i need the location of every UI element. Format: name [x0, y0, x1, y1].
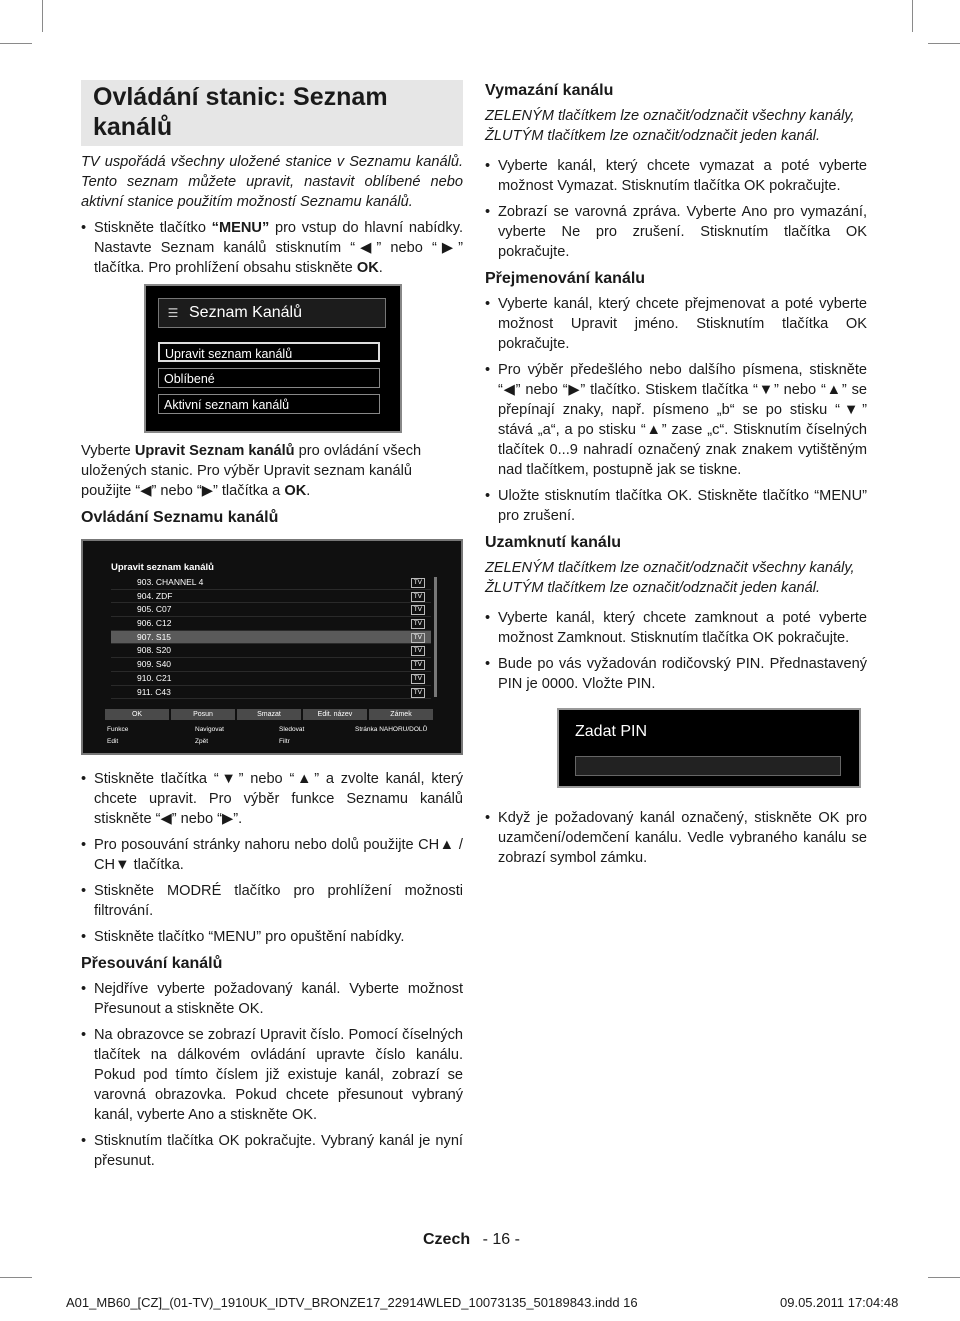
tv-badge: TV	[411, 592, 425, 602]
channel-list-menu-screenshot	[144, 284, 402, 433]
bullet-list	[485, 156, 867, 262]
tv-badge: TV	[411, 633, 425, 643]
tv-badge: TV	[411, 688, 425, 698]
channel-name: 904. ZDF	[137, 590, 173, 601]
channel-name: 911. C43	[137, 686, 171, 697]
list-item: • Na obrazovce se zobrazí Upravit číslo. Pomocí číselných tlačítek na dálkovém ovládání upravte číslo kanálu. Pokud pod tímto číslem již existuje kanál, zobrazí se varovná obrazovka. Pokud chcete přesunout vybraný kanál, vyberte Ano a stiskněte OK.	[81, 1025, 463, 1125]
table-row	[111, 644, 431, 658]
bullet-list	[81, 979, 463, 1171]
legend-left: Funkce Edit	[107, 726, 129, 745]
page-number: - 16 -	[482, 1231, 520, 1248]
legend-right: Stránka NAHORU/DOLŮ	[355, 726, 428, 733]
tv-badge: TV	[411, 646, 425, 656]
list-item: • Bude po vás vyžadován rodičovský PIN. Přednastavený PIN je 0000. Vložte PIN.	[485, 654, 867, 694]
list-item: • Pro výběr předešlého nebo dalšího písmena, stiskněte “◀” nebo “▶” tlačítko. Stiskem tlačítka “▼” nebo “▲” se přepínají znaky, např. písmeno „b“ se po stisku “▼” stává „a“, a po stisku “▲” zase „c“. Stisknutím číselných tlačítek 0...9 nahradí označený znak znakem vytištěným nad tlačítkem, postupně jak se tiskne.	[485, 360, 867, 480]
menu-item-active-list: Aktivní seznam kanálů	[158, 394, 380, 414]
bullet-list	[485, 808, 867, 868]
page-footer	[423, 1231, 520, 1249]
page-title: Ovládání stanic: Seznam kanálů	[81, 80, 463, 146]
list-item: • Stiskněte tlačítko “MENU” pro vstup do hlavní nabídky. Nastavte Seznam kanálů stisknutím “◀” nebo “▶” tlačítka. Pro prohlížení obsahu stiskněte OK.	[81, 218, 463, 278]
file-name: A01_MB60_[CZ]_(01-TV)_1910UK_IDTV_BRONZE17_22914WLED_10073135_50189843.indd 16	[66, 1295, 638, 1310]
tv-badge: TV	[411, 605, 425, 615]
list-item: • Stiskněte tlačítko “MENU” pro opuštění nabídky.	[81, 927, 463, 947]
table-row	[111, 576, 431, 590]
table-row	[111, 686, 431, 700]
section-heading: Přejmenování kanálu	[485, 270, 646, 287]
list-item: • Stisknutím tlačítka OK pokračujte. Vybraný kanál je nyní přesunut.	[81, 1131, 463, 1171]
list-item: • Stiskněte MODRÉ tlačítko pro prohlížení možnosti filtrování.	[81, 881, 463, 921]
crop-mark	[42, 0, 43, 32]
tv-badge: TV	[411, 578, 425, 588]
crop-mark	[928, 43, 960, 44]
delete-button: Smazat	[237, 709, 301, 720]
section-heading: Uzamknutí kanálu	[485, 534, 622, 551]
move-button: Posun	[171, 709, 235, 720]
crop-mark	[0, 43, 32, 44]
ok-button: OK	[105, 709, 169, 720]
menu-header-title: Seznam Kanálů	[189, 304, 302, 321]
pin-entry-screenshot	[557, 708, 861, 788]
bullet-list	[81, 769, 463, 947]
list-item: • Stiskněte tlačítka “▼” nebo “▲” a zvolte kanál, který chcete upravit. Pro výběr funkce Seznamu kanálů stiskněte “◀” nebo “▶”.	[81, 769, 463, 829]
list-icon: ☰	[167, 306, 179, 320]
crop-mark	[928, 1277, 960, 1278]
pin-title: Zadat PIN	[575, 723, 648, 740]
list-item: • Pro posouvání stránky nahoru nebo dolů použijte CH▲ / CH▼ tlačítka.	[81, 835, 463, 875]
section-intro: ZELENÝM tlačítkem lze označit/odznačit všechny kanály, ŽLUTÝM tlačítkem lze označit/odznačit jeden kanál.	[485, 560, 855, 596]
bullet-list	[485, 608, 867, 694]
tv-badge: TV	[411, 619, 425, 629]
scrollbar	[434, 577, 437, 697]
menu-header	[158, 298, 386, 328]
table-row	[111, 672, 431, 686]
edit-name-button: Edit. název	[303, 709, 367, 720]
legend-mid: Navigovat Zpět	[195, 726, 224, 745]
paragraph: Vyberte Upravit Seznam kanálů pro ovládání všech uložených stanic. Pro výběr Upravit seznam kanálů použijte “◀” nebo “▶” tlačítka a OK.	[81, 443, 422, 499]
screen-title: Upravit seznam kanálů	[111, 562, 214, 573]
channel-name: 905. C07	[137, 604, 172, 615]
channel-name: 909. S40	[137, 659, 172, 670]
pin-field	[575, 756, 841, 776]
channel-name: 903. CHANNEL 4	[137, 577, 204, 587]
legend-mid2: Sledovat Filtr	[279, 726, 305, 745]
table-row	[111, 603, 431, 617]
tv-badge: TV	[411, 674, 425, 684]
right-column	[485, 76, 867, 874]
left-column	[81, 80, 463, 1177]
list-item: • Vyberte kanál, který chcete zamknout a poté vyberte možnost Zamknout. Stisknutím tlačítka OK pokračujte.	[485, 608, 867, 648]
list-item: • Vyberte kanál, který chcete vymazat a poté vyberte možnost Vymazat. Stisknutím tlačítka OK pokračujte.	[485, 156, 867, 196]
section-heading: Ovládání Seznamu kanálů	[81, 509, 279, 526]
channel-name: 906. C12	[137, 618, 172, 629]
bullet-list	[81, 218, 463, 278]
channel-rows	[111, 576, 431, 699]
crop-mark	[0, 1277, 32, 1278]
menu-item-favorites: Oblíbené	[158, 368, 380, 388]
function-buttons	[105, 709, 435, 720]
list-item: • Vyberte kanál, který chcete přejmenovat a poté vyberte možnost Upravit jméno. Stisknutím tlačítka OK pokračujte.	[485, 294, 867, 354]
lock-button: Zámek	[369, 709, 433, 720]
edit-channel-list-screenshot	[81, 539, 463, 755]
section-heading: Vymazání kanálu	[485, 82, 614, 99]
channel-name: 908. S20	[137, 645, 172, 656]
file-date: 09.05.2011 17:04:48	[780, 1295, 899, 1310]
intro-text: TV uspořádá všechny uložené stanice v Seznamu kanálů. Tento seznam můžete upravit, nastavit oblíbené nebo aktivní stanice použitím možností Seznamu kanálů.	[81, 154, 463, 210]
tv-badge: TV	[411, 660, 425, 670]
list-item: • Zobrazí se varovná zpráva. Vyberte Ano pro vymazání, vyberte Ne pro zrušení. Stisknutím tlačítka OK pokračujte.	[485, 202, 867, 262]
crop-mark	[912, 0, 913, 32]
list-item: • Když je požadovaný kanál označený, stiskněte OK pro uzamčení/odemčení kanálu. Vedle vybraného kanálu se zobrazí symbol zámku.	[485, 808, 867, 868]
language-label: Czech	[423, 1231, 471, 1248]
channel-name: 907. S15	[137, 631, 172, 642]
table-row	[111, 617, 431, 631]
section-intro: ZELENÝM tlačítkem lze označit/odznačit všechny kanály, ŽLUTÝM tlačítkem lze označit/odznačit jeden kanál.	[485, 108, 855, 144]
channel-name: 910. C21	[137, 672, 172, 683]
list-item: • Uložte stisknutím tlačítka OK. Stiskněte tlačítko “MENU” pro zrušení.	[485, 486, 867, 526]
table-row	[111, 590, 431, 604]
menu-item-edit: Upravit seznam kanálů	[158, 342, 380, 362]
table-row	[111, 658, 431, 672]
list-item: • Nejdříve vyberte požadovaný kanál. Vyberte možnost Přesunout a stiskněte OK.	[81, 979, 463, 1019]
table-row	[111, 631, 431, 645]
bullet-list	[485, 294, 867, 526]
section-heading: Přesouvání kanálů	[81, 955, 223, 972]
